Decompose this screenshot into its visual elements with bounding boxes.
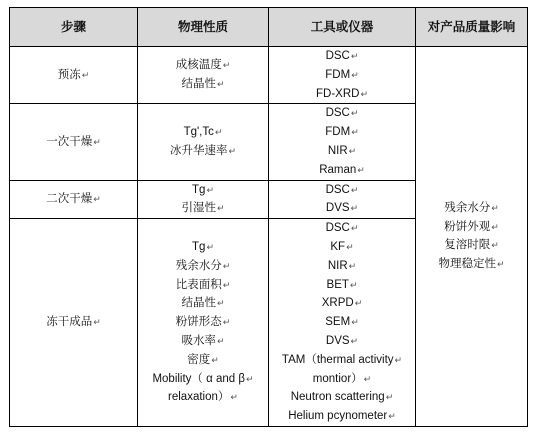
property-item-text: Mobility（ α and β <box>152 372 245 385</box>
property-item <box>138 388 268 407</box>
paragraph-mark: ↵ <box>351 69 359 80</box>
paragraph-mark: ↵ <box>350 223 359 234</box>
impact-item-text: 物理稳定性 <box>438 258 496 271</box>
step-cell <box>10 104 138 180</box>
property-item <box>138 123 268 142</box>
property-item-text: 引湿性 <box>181 202 216 215</box>
paragraph-mark: ↵ <box>93 136 101 147</box>
property-item <box>138 332 268 351</box>
tool-item-text: FDM <box>325 68 351 81</box>
property-item-text: 粉饼形态 <box>175 316 222 329</box>
paragraph-mark: ↵ <box>350 108 359 119</box>
header-row <box>10 8 528 47</box>
paragraph-mark: ↵ <box>350 184 359 195</box>
paragraph-mark: ↵ <box>216 335 225 346</box>
tool-item-text: DSC <box>325 222 350 235</box>
impact-item <box>416 236 527 255</box>
property-item-text: relaxation） <box>168 391 230 404</box>
paragraph-mark: ↵ <box>222 60 231 71</box>
step-cell <box>10 180 138 219</box>
paragraph-mark: ↵ <box>216 203 225 214</box>
impact-item <box>416 255 527 274</box>
tool-item <box>269 276 415 295</box>
paragraph-mark: ↵ <box>346 241 354 252</box>
tool-item <box>269 294 415 313</box>
tool-item <box>269 370 415 389</box>
tool-item-text: Helium pcynometer <box>288 410 388 423</box>
property-item <box>138 276 268 295</box>
tool-item <box>269 161 415 180</box>
tool-item-text: NIR <box>327 144 348 157</box>
property-item-text: 密度 <box>187 353 211 366</box>
property-item-text: 结晶性 <box>181 297 216 310</box>
property-item <box>138 142 268 161</box>
paragraph-mark: ↵ <box>350 203 359 214</box>
tool-item-text: DVS <box>325 334 350 347</box>
paragraph-mark: ↵ <box>222 317 231 328</box>
tool-item <box>269 238 415 257</box>
paragraph-mark: ↵ <box>496 259 505 270</box>
impact-item-text: 复溶时限 <box>444 239 491 252</box>
tool-item <box>269 313 415 332</box>
header-tools: 工具或仪器 <box>269 8 416 47</box>
tool-item-text: DSC <box>325 107 350 120</box>
paragraph-mark: ↵ <box>93 317 101 328</box>
paragraph-mark: ↵ <box>228 145 237 156</box>
paragraph-mark: ↵ <box>93 193 101 204</box>
tools-cell <box>269 104 416 180</box>
step-cell <box>10 219 138 427</box>
step-label-text: 预冻 <box>57 68 81 81</box>
paragraph-mark: ↵ <box>491 202 499 213</box>
paragraph-mark: ↵ <box>349 279 358 290</box>
property-item-text: 冰升华速率 <box>169 144 228 157</box>
step-label-text: 二次干燥 <box>46 192 93 205</box>
paragraph-mark: ↵ <box>388 411 396 422</box>
tool-item-text: SEM <box>325 316 351 329</box>
paragraph-mark: ↵ <box>491 240 499 251</box>
paragraph-mark: ↵ <box>211 354 219 365</box>
property-item-text: Tg <box>192 183 206 196</box>
header-impact: 对产品质量影响 <box>416 8 528 47</box>
step-label <box>10 190 137 209</box>
paragraph-mark: ↵ <box>363 373 372 384</box>
property-item <box>138 56 268 75</box>
paragraph-mark: ↵ <box>348 260 357 271</box>
tool-item <box>269 66 415 85</box>
header-step: 步骤 <box>10 8 138 47</box>
property-item <box>138 294 268 313</box>
tool-item <box>269 181 415 200</box>
paragraph-mark: ↵ <box>222 279 231 290</box>
tool-item-text: Neutron scattering <box>290 391 385 404</box>
step-label-text: 一次干燥 <box>46 135 93 148</box>
paragraph-mark: ↵ <box>216 298 225 309</box>
tool-item-text: KF <box>330 240 346 253</box>
tool-item <box>269 351 415 370</box>
tool-item <box>269 123 415 142</box>
tool-item-text: TAM（thermal activity <box>281 353 394 366</box>
property-item-text: 比表面积 <box>175 278 222 291</box>
paragraph-mark: ↵ <box>348 145 357 156</box>
paragraph-mark: ↵ <box>230 392 238 403</box>
paragraph-mark: ↵ <box>350 335 359 346</box>
tool-item <box>269 85 415 104</box>
header-properties: 物理性质 <box>138 8 269 47</box>
step-label <box>10 313 137 332</box>
paragraph-mark: ↵ <box>354 298 363 309</box>
tools-cell <box>269 219 416 427</box>
impact-item-text: 粉饼外观 <box>444 220 491 233</box>
step-cell <box>10 47 138 104</box>
tool-item-text: DSC <box>325 50 350 62</box>
property-item <box>138 257 268 276</box>
property-item-text: 成核温度 <box>175 59 222 72</box>
paragraph-mark: ↵ <box>360 88 368 99</box>
tools-cell <box>269 180 416 219</box>
tool-item-text: NIR <box>327 259 348 272</box>
paragraph-mark: ↵ <box>385 392 394 403</box>
paragraph-mark: ↵ <box>491 221 499 232</box>
properties-cell <box>138 180 269 219</box>
tool-item <box>269 407 415 426</box>
tool-item-text: montior） <box>312 372 363 385</box>
property-item-text: 吸水率 <box>181 334 216 347</box>
property-item <box>138 351 268 370</box>
paragraph-mark: ↵ <box>357 164 365 175</box>
table-row <box>10 47 528 104</box>
paragraph-mark: ↵ <box>81 69 90 80</box>
paragraph-mark: ↵ <box>216 79 225 90</box>
property-item <box>138 199 268 218</box>
paragraph-mark: ↵ <box>351 127 359 138</box>
paragraph-mark: ↵ <box>222 260 231 271</box>
tool-item-text: FD-XRD <box>316 87 360 100</box>
tool-item <box>269 332 415 351</box>
paragraph-mark: ↵ <box>206 184 214 195</box>
tool-item <box>269 219 415 238</box>
tool-item <box>269 257 415 276</box>
property-item <box>138 370 268 389</box>
paragraph-mark: ↵ <box>214 127 223 138</box>
tool-item-text: BET <box>326 278 349 291</box>
property-item <box>138 238 268 257</box>
property-item <box>138 75 268 94</box>
impact-item-text: 残余水分 <box>444 201 491 214</box>
properties-cell <box>138 47 269 104</box>
properties-cell <box>138 104 269 180</box>
step-label-text: 冻干成品 <box>46 316 93 329</box>
tool-item-text: FDM <box>325 126 351 139</box>
tools-cell <box>269 47 416 104</box>
impact-cell <box>416 47 528 427</box>
property-item <box>138 313 268 332</box>
property-item-text: 结晶性 <box>181 78 216 91</box>
properties-cell <box>138 219 269 427</box>
tool-item-text: XRPD <box>321 297 354 310</box>
tool-item-text: DVS <box>325 202 350 215</box>
paragraph-mark: ↵ <box>206 241 214 252</box>
tool-item-text: DSC <box>325 183 350 196</box>
tool-item <box>269 199 415 218</box>
freeze-drying-table <box>9 7 528 427</box>
impact-item <box>416 218 527 237</box>
tool-item <box>269 388 415 407</box>
tool-item <box>269 47 415 66</box>
step-label <box>10 133 137 152</box>
paragraph-mark: ↵ <box>350 51 359 61</box>
step-label <box>10 66 137 85</box>
property-item <box>138 181 268 200</box>
paragraph-mark: ↵ <box>394 354 403 365</box>
tool-item <box>269 142 415 161</box>
property-item-text: Tg <box>192 240 206 253</box>
tool-item-text: Raman <box>319 163 357 176</box>
tool-item <box>269 104 415 123</box>
impact-item <box>416 199 527 218</box>
paragraph-mark: ↵ <box>351 317 359 328</box>
paragraph-mark: ↵ <box>245 373 254 384</box>
property-item-text: Tg',Tc <box>183 126 214 139</box>
property-item-text: 残余水分 <box>175 259 222 272</box>
